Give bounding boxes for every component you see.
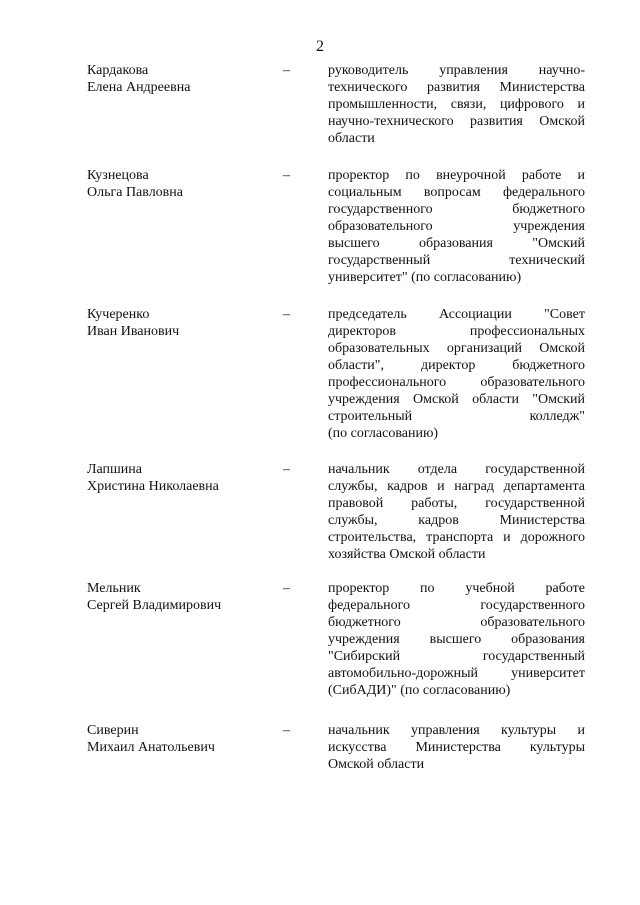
position-line: социальным вопросам федерального: [328, 185, 585, 200]
member-given-names: Елена Андреевна: [87, 80, 191, 95]
member-given-names: Иван Иванович: [87, 324, 180, 339]
member-position: [328, 461, 585, 563]
position-line: профессионального образовательного: [328, 375, 585, 390]
member-position: [328, 722, 585, 773]
member-surname: Сиверин: [87, 723, 139, 738]
position-line: строительства, транспорта и дорожного: [328, 530, 585, 545]
position-line: службы, кадров и наград департамента: [328, 479, 585, 494]
separator-dash: –: [283, 168, 290, 183]
page-number: 2: [316, 38, 324, 55]
member-surname: Мельник: [87, 581, 141, 596]
member-position: [328, 306, 585, 442]
position-line: "Сибирский государственный: [328, 649, 585, 664]
position-line: области: [328, 131, 375, 146]
separator-dash: –: [283, 462, 290, 477]
member-name: [87, 167, 277, 201]
member-name: [87, 461, 277, 495]
member-name: [87, 306, 277, 340]
position-line: государственного бюджетного: [328, 202, 585, 217]
position-line: (СибАДИ)" (по согласованию): [328, 683, 511, 698]
position-line: руководитель управления научно-: [328, 63, 585, 78]
member-surname: Лапшина: [87, 462, 142, 477]
member-given-names: Христина Николаевна: [87, 479, 219, 494]
member-given-names: Ольга Павловна: [87, 185, 183, 200]
member-position: [328, 580, 585, 699]
member-given-names: Михаил Анатольевич: [87, 740, 215, 755]
separator-dash: –: [283, 307, 290, 322]
member-name: [87, 580, 277, 614]
position-line: директоров профессиональных: [328, 324, 585, 339]
position-line: проректор по учебной работе: [328, 581, 585, 596]
position-line: строительный колледж": [328, 409, 585, 424]
member-given-names: Сергей Владимирович: [87, 598, 222, 613]
separator-dash: –: [283, 723, 290, 738]
position-line: научно-технического развития Омской: [328, 114, 585, 129]
position-line: начальник отдела государственной: [328, 462, 585, 477]
member-name: [87, 722, 277, 756]
member-position: [328, 167, 585, 286]
position-line: начальник управления культуры и: [328, 723, 585, 738]
separator-dash: –: [283, 581, 290, 596]
member-position: [328, 62, 585, 147]
member-surname: Кучеренко: [87, 307, 150, 322]
position-line: образовательного учреждения: [328, 219, 585, 234]
position-line: (по согласованию): [328, 426, 439, 441]
position-line: правовой работы, государственной: [328, 496, 585, 511]
position-line: области", директор бюджетного: [328, 358, 585, 373]
position-line: председатель Ассоциации "Совет: [328, 307, 585, 322]
position-line: проректор по внеурочной работе и: [328, 168, 585, 183]
position-line: федерального государственного: [328, 598, 585, 613]
position-line: государственный технический: [328, 253, 585, 268]
position-line: службы, кадров Министерства: [328, 513, 585, 528]
position-line: промышленности, связи, цифрового и: [328, 97, 585, 112]
position-line: технического развития Министерства: [328, 80, 585, 95]
position-line: учреждения Омской области "Омский: [328, 392, 585, 407]
member-surname: Кузнецова: [87, 168, 149, 183]
position-line: Омской области: [328, 757, 425, 772]
position-line: образовательных организаций Омской: [328, 341, 585, 356]
member-name: [87, 62, 277, 96]
position-line: автомобильно-дорожный университет: [328, 666, 585, 681]
position-line: высшего образования "Омский: [328, 236, 585, 251]
position-line: учреждения высшего образования: [328, 632, 585, 647]
position-line: хозяйства Омской области: [328, 547, 486, 562]
position-line: бюджетного образовательного: [328, 615, 585, 630]
separator-dash: –: [283, 63, 290, 78]
member-surname: Кардакова: [87, 63, 149, 78]
position-line: искусства Министерства культуры: [328, 740, 585, 755]
position-line: университет" (по согласованию): [328, 270, 522, 285]
